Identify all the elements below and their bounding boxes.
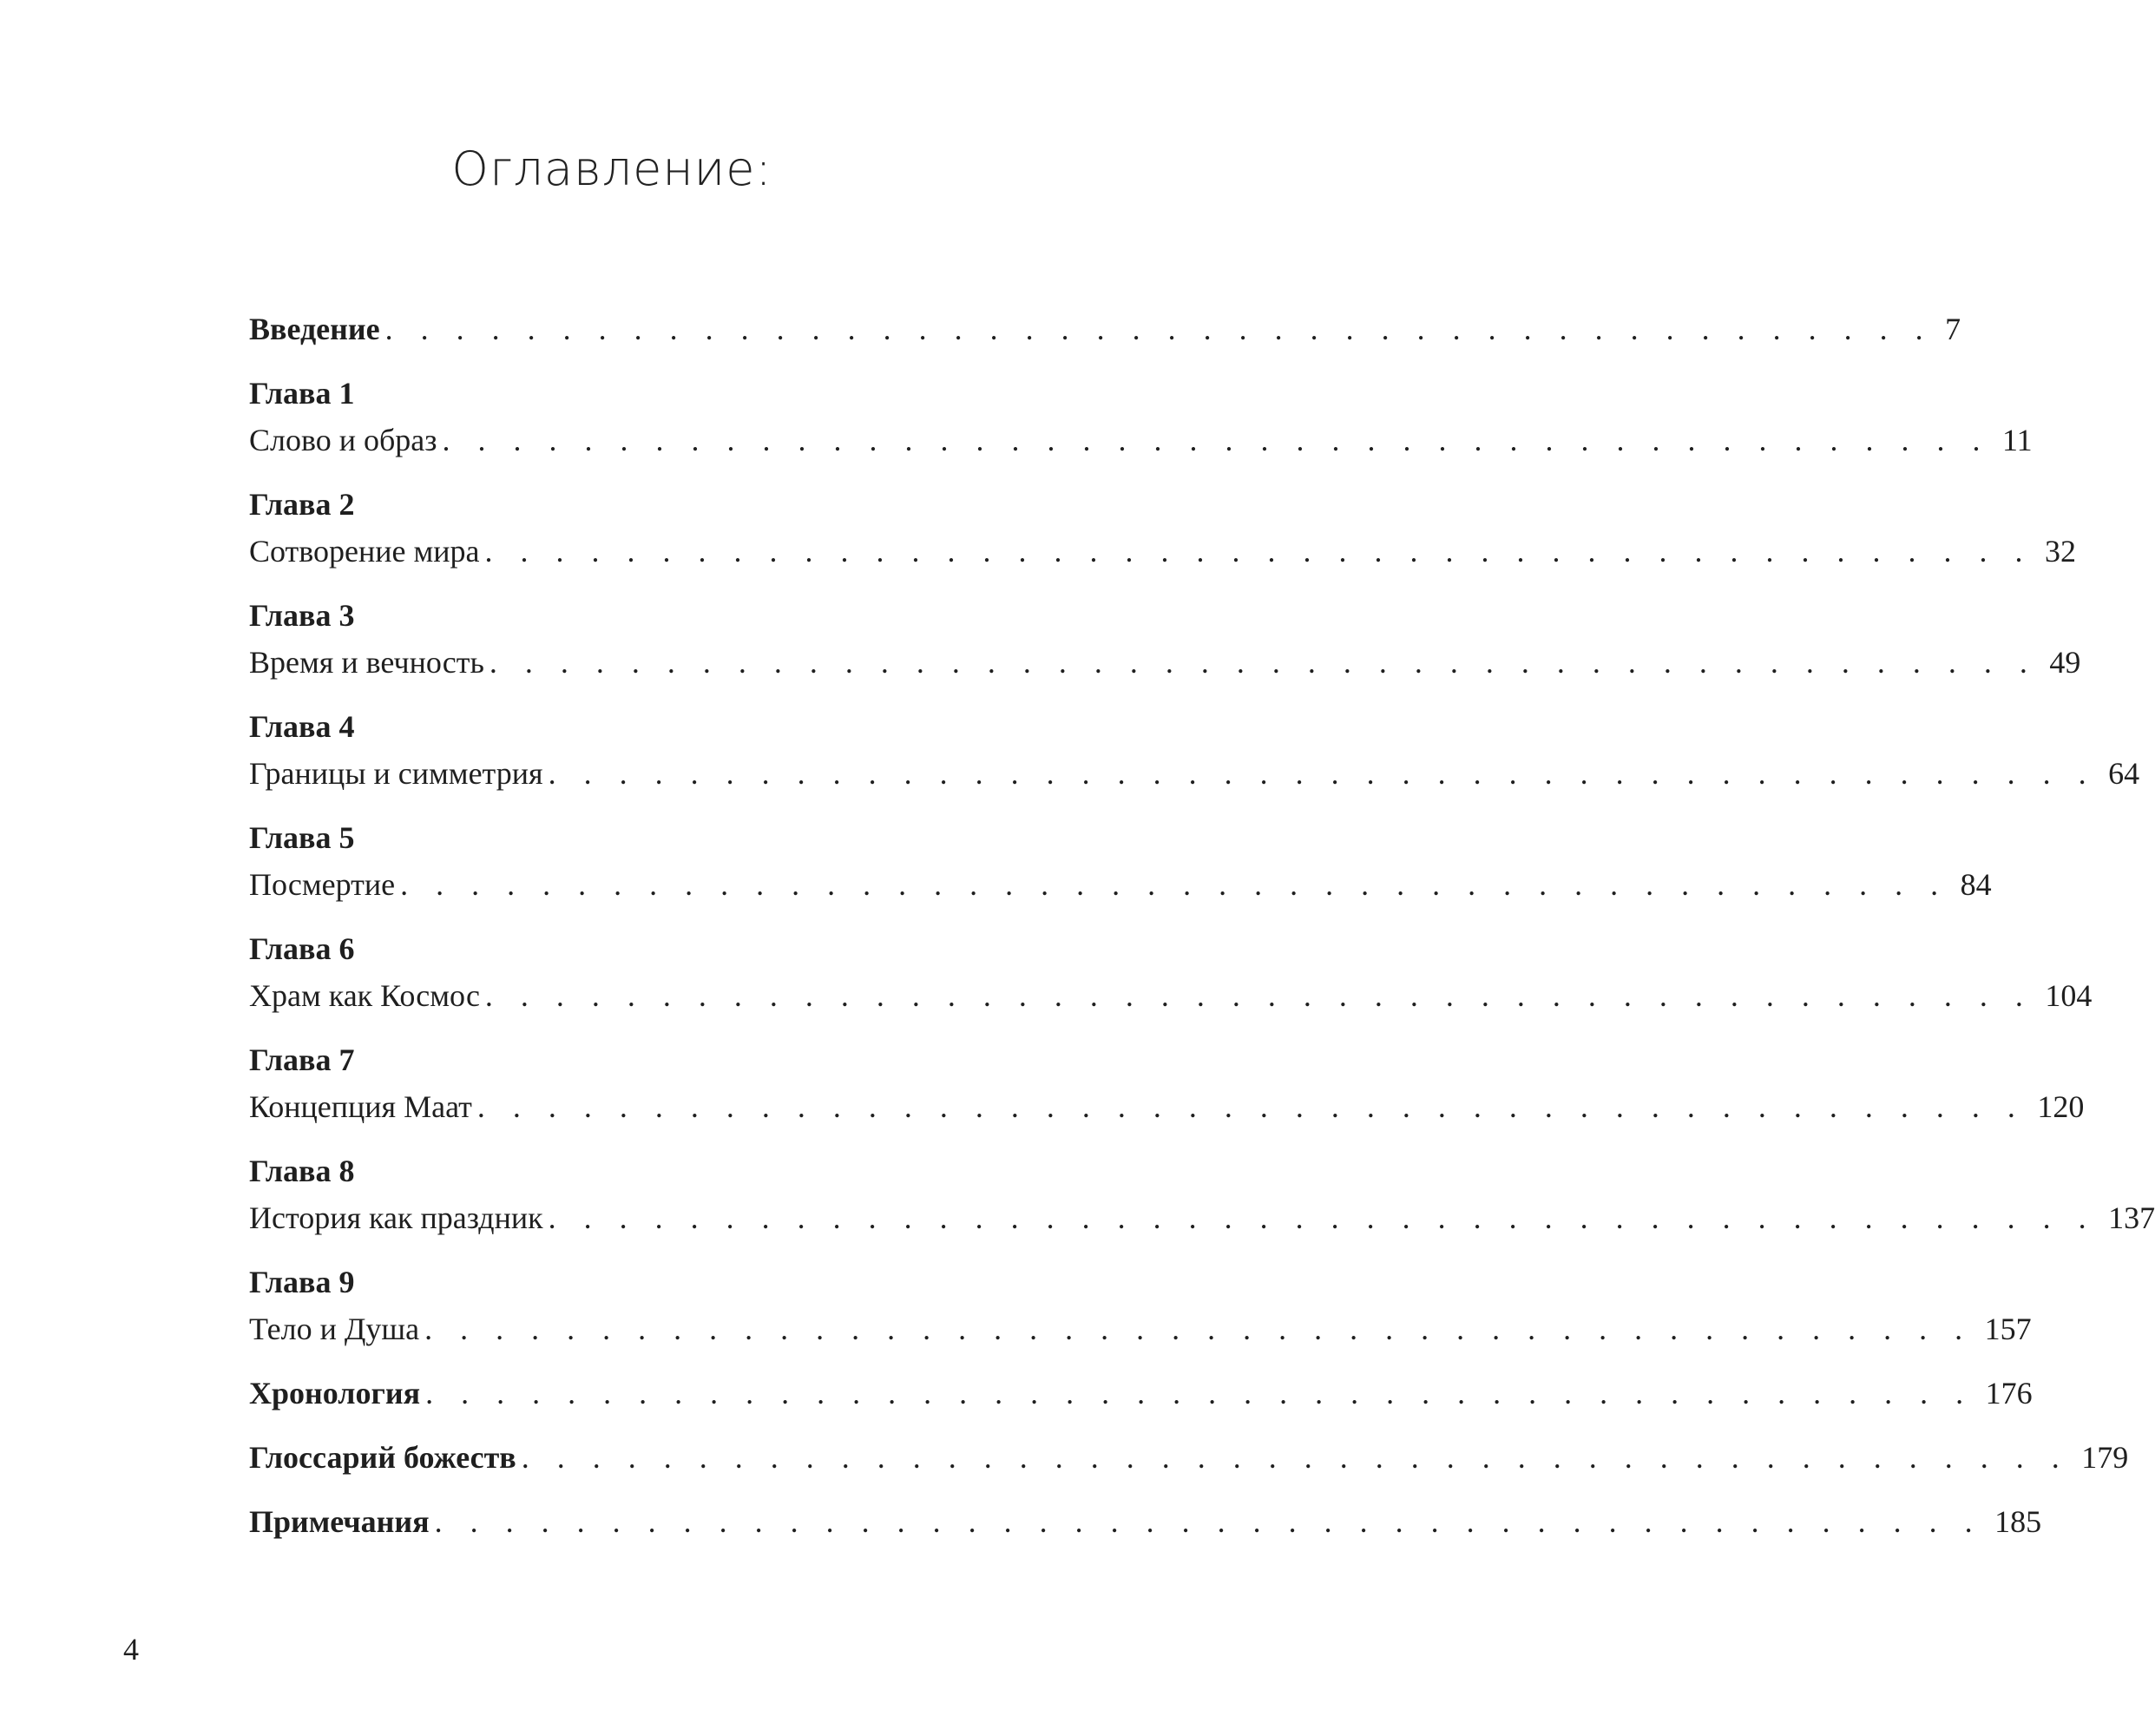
dot-leader: . . . . . . . . . . . . . . . . . . . . . . . . . . . . . . . . . . . . . . . . . . . . [548, 1200, 2097, 1235]
toc-page-number: 179 [2081, 1440, 2129, 1475]
toc-entry-label: Введение [249, 312, 380, 346]
chapter-heading: Глава 1 [249, 376, 355, 411]
toc-entry-chapter-4[interactable] [249, 750, 2140, 797]
toc-page-number: 49 [2049, 645, 2081, 680]
toc-entry-label: Тело и Душа [249, 1312, 420, 1346]
toc-chapter-6 [249, 925, 2093, 1019]
dot-leader: . . . . . . . . . . . . . . . . . . . . . . . . . . . . . . . . . . . . . . . . . . . . [442, 423, 1991, 457]
toc-entry-chapter-6[interactable] [249, 972, 2093, 1019]
toc-entry-label: Примечания [249, 1504, 430, 1539]
toc-chapter-5 [249, 814, 1992, 908]
toc-entry-label: Посмертие [249, 867, 396, 902]
page-number: 4 [123, 1632, 139, 1667]
toc-chapter-4 [249, 703, 2140, 797]
page-title: Оглавление: [451, 141, 772, 196]
chapter-heading: Глава 8 [249, 1154, 355, 1188]
toc-entry-chronology[interactable] [249, 1370, 2033, 1417]
toc-chapter-3 [249, 592, 2081, 686]
toc-chapter-7 [249, 1036, 2085, 1130]
toc-entry-chapter-3[interactable] [249, 639, 2081, 686]
toc-entry-chapter-9[interactable] [249, 1305, 2032, 1352]
toc-entry-introduction[interactable] [249, 306, 1961, 352]
toc-entry-label: Храм как Космос [249, 978, 480, 1013]
toc-entry-chapter-8[interactable] [249, 1194, 2155, 1241]
toc-entry-label: Слово и образ [249, 423, 437, 457]
chapter-heading: Глава 6 [249, 931, 355, 966]
toc-chapter-9 [249, 1259, 2032, 1352]
table-of-contents [249, 306, 2155, 1545]
toc-entry-chapter-1[interactable] [249, 417, 2033, 464]
toc-chapter-1 [249, 370, 2033, 464]
dot-leader: . . . . . . . . . . . . . . . . . . . . . . . . . . . . . . . . . . . . . . . . . . . . [425, 1376, 1974, 1410]
dot-leader: . . . . . . . . . . . . . . . . . . . . . . . . . . . . . . . . . . . . . . . . . . . . [434, 1504, 1983, 1539]
toc-entry-label: Концепция Маат [249, 1089, 472, 1124]
dot-leader: . . . . . . . . . . . . . . . . . . . . . . . . . . . . . . . . . . . . . . . . . . . . [521, 1440, 2070, 1475]
toc-page-number: 120 [2037, 1089, 2085, 1124]
dot-leader: . . . . . . . . . . . . . . . . . . . . . . . . . . . . . . . . . . . . . . . . . . . . [424, 1312, 1973, 1346]
toc-entry-label: Сотворение мира [249, 534, 480, 569]
toc-entry-glossary[interactable] [249, 1434, 2129, 1481]
dot-leader: . . . . . . . . . . . . . . . . . . . . . . . . . . . . . . . . . . . . . . . . . . . . [476, 1089, 2026, 1124]
toc-entry-chapter-2[interactable] [249, 528, 2077, 575]
dot-leader: . . . . . . . . . . . . . . . . . . . . . . . . . . . . . . . . . . . . . . . . . . . . [548, 756, 2097, 791]
toc-page-number: 84 [1960, 867, 1992, 902]
toc-entry-label: Границы и симметрия [249, 756, 543, 791]
toc-entry-notes[interactable] [249, 1498, 2042, 1545]
toc-page-number: 11 [2002, 423, 2033, 457]
toc-page-number: 32 [2045, 534, 2077, 569]
chapter-heading: Глава 2 [249, 487, 355, 522]
chapter-heading: Глава 9 [249, 1265, 355, 1299]
toc-chapter-2 [249, 481, 2077, 575]
dot-leader: . . . . . . . . . . . . . . . . . . . . . . . . . . . . . . . . . . . . . . . . . . . . [484, 978, 2033, 1013]
toc-entry-label: Глоссарий божеств [249, 1440, 516, 1475]
toc-page-number: 104 [2045, 978, 2093, 1013]
toc-entry-label: Хронология [249, 1376, 421, 1410]
dot-leader: . . . . . . . . . . . . . . . . . . . . . . . . . . . . . . . . . . . . . . . . . . . . [400, 867, 1948, 902]
toc-entry-label: История как праздник [249, 1200, 543, 1235]
toc-entry-chapter-5[interactable] [249, 861, 1992, 908]
toc-page-number: 176 [1985, 1376, 2033, 1410]
toc-page-number: 64 [2108, 756, 2140, 791]
toc-page-number: 137 [2108, 1200, 2155, 1235]
toc-page-number: 157 [1984, 1312, 2032, 1346]
chapter-heading: Глава 4 [249, 709, 355, 744]
toc-page-number: 185 [1994, 1504, 2042, 1539]
dot-leader: . . . . . . . . . . . . . . . . . . . . . . . . . . . . . . . . . . . . . . . . . . . . [384, 312, 1934, 346]
toc-page-number: 7 [1945, 312, 1961, 346]
toc-chapter-8 [249, 1147, 2155, 1241]
toc-entry-label: Время и вечность [249, 645, 484, 680]
dot-leader: . . . . . . . . . . . . . . . . . . . . . . . . . . . . . . . . . . . . . . . . . . . . [489, 645, 2038, 680]
toc-entry-chapter-7[interactable] [249, 1083, 2085, 1130]
chapter-heading: Глава 3 [249, 598, 355, 633]
chapter-heading: Глава 7 [249, 1042, 355, 1077]
chapter-heading: Глава 5 [249, 820, 355, 855]
dot-leader: . . . . . . . . . . . . . . . . . . . . . . . . . . . . . . . . . . . . . . . . . . . . [484, 534, 2033, 569]
